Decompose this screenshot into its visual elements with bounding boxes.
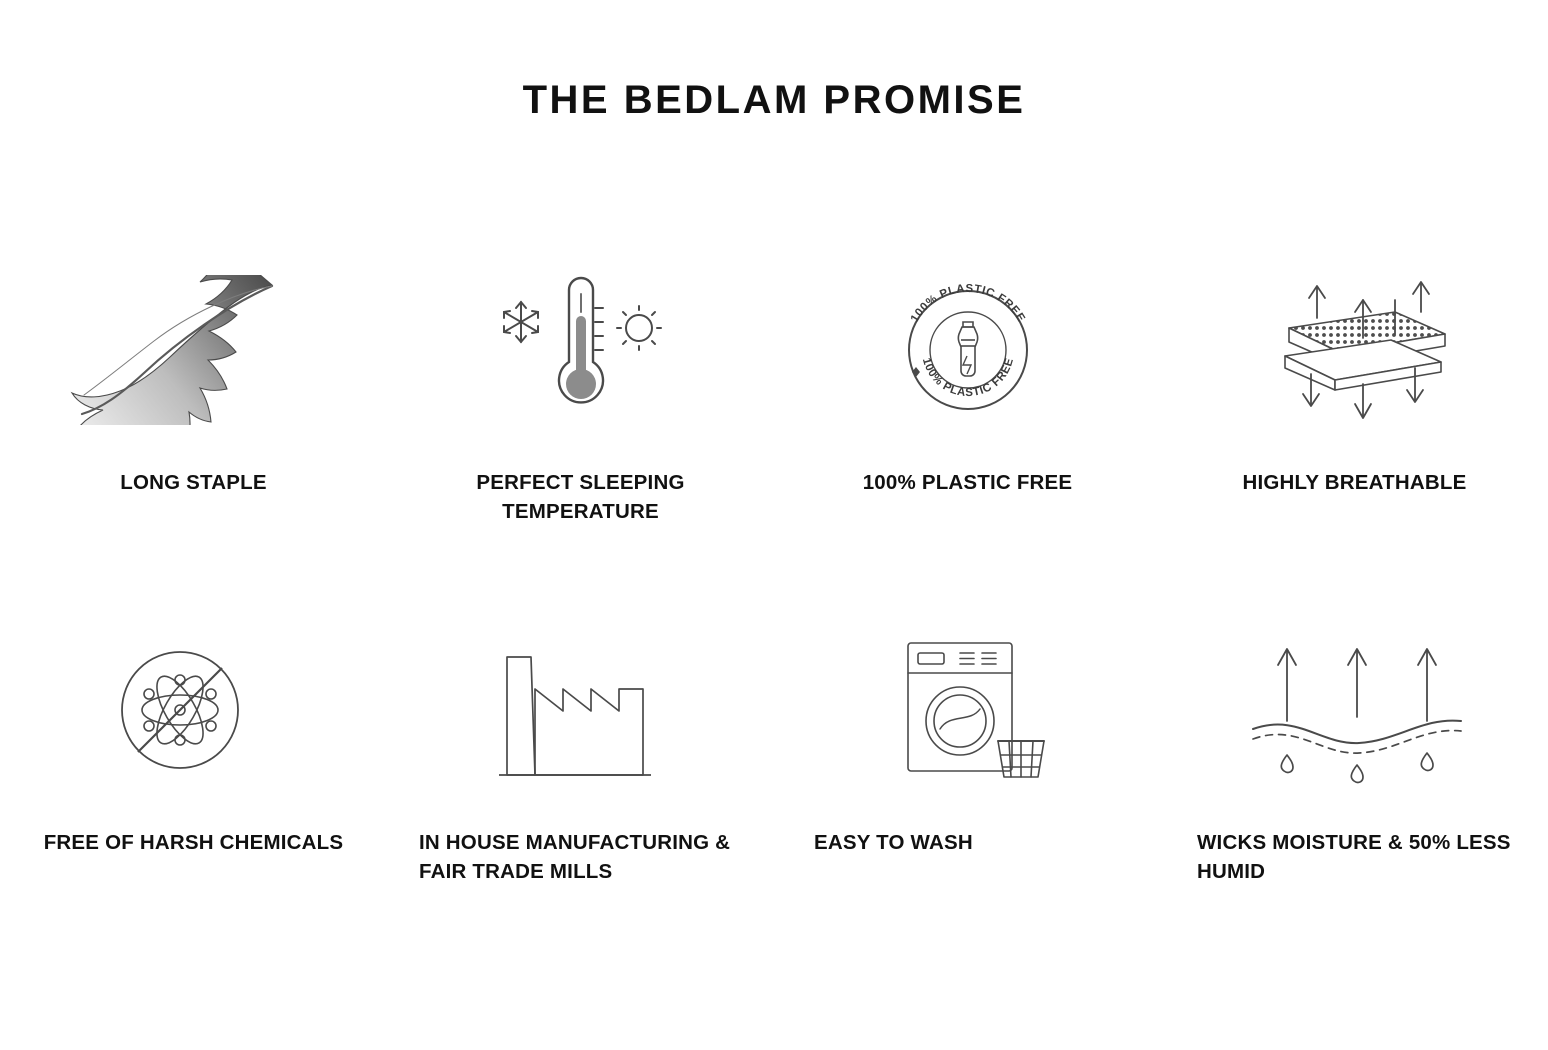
promise-label: WICKS MOISTURE & 50% LESS HUMID (1197, 831, 1511, 884)
promise-item-free-of-harsh-chemicals (0, 610, 387, 970)
factory-icon (399, 610, 750, 810)
moisture-wicking-icon (1181, 610, 1532, 810)
promise-item-in-house-manufacturing (387, 610, 774, 970)
promise-label: 100% PLASTIC FREE (862, 471, 1073, 494)
promise-item-long-staple (0, 250, 387, 610)
page-title: THE BEDLAM PROMISE (522, 78, 1026, 122)
promise-item-easy-to-wash (774, 610, 1161, 970)
promise-item-wicks-moisture (1161, 610, 1548, 970)
promise-item-perfect-sleeping-temperature (387, 250, 774, 610)
no-chemicals-icon (4, 610, 355, 810)
washing-machine-icon (792, 610, 1143, 810)
promise-label: LONG STAPLE (120, 471, 267, 494)
promise-item-highly-breathable (1161, 250, 1548, 610)
promise-grid (0, 250, 1548, 970)
plastic-free-badge-icon (792, 250, 1143, 450)
promise-item-plastic-free (774, 250, 1161, 610)
promise-label: HIGHLY BREATHABLE (1242, 471, 1467, 494)
svg-text:100% PLASTIC FREE: 100% PLASTIC FREE (908, 282, 1027, 325)
promise-label: FREE OF HARSH CHEMICALS (43, 831, 344, 854)
promise-label: EASY TO WASH (814, 831, 973, 854)
breathable-mattress-icon (1179, 250, 1530, 450)
thermometer-icon (405, 250, 756, 450)
feather-icon (2, 250, 353, 450)
promise-label: IN HOUSE MANUFACTURING & FAIR TRADE MILLS (419, 831, 731, 884)
promise-label: PERFECT SLEEPING TEMPERATURE (476, 471, 685, 524)
svg-text:100% PLASTIC FREE: 100% PLASTIC FREE (919, 356, 1016, 400)
